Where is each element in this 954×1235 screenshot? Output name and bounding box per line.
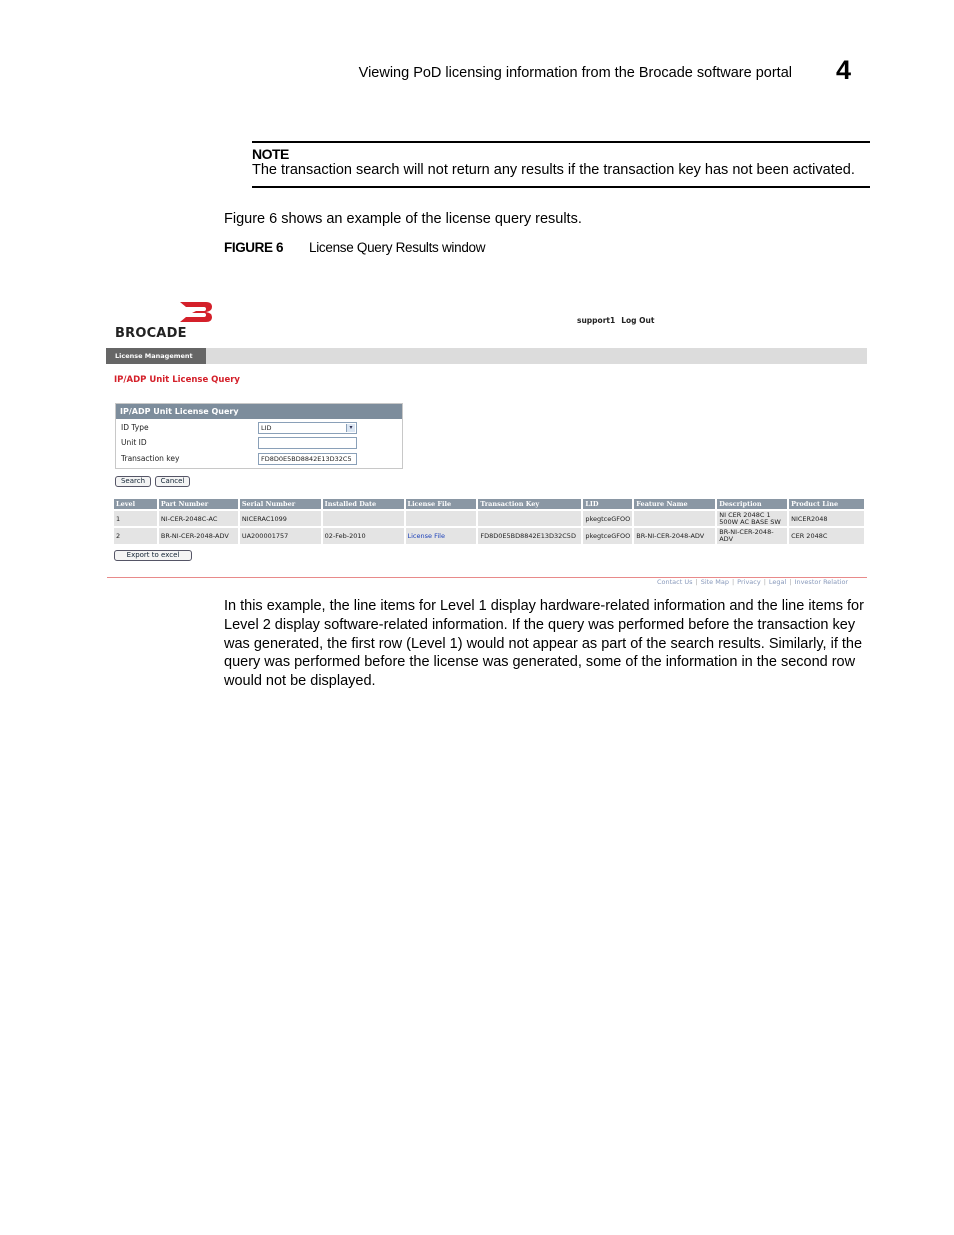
- chapter-number: 4: [836, 55, 852, 85]
- separator: |: [763, 578, 766, 586]
- body-paragraph: In this example, the line items for Level 1 display hardware-related information and the line items for Level 2 display software-related information. If the query was performed before the transaction key was generated, the first row (Level 1) would not appear as part of the search results. Similarly, if the query was performed before the license was generated, some of the information in the second row would not be displayed.: [224, 598, 864, 690]
- unit-id-input[interactable]: [258, 437, 357, 449]
- cell-part-number: BR-NI-CER-2048-ADV: [158, 527, 239, 544]
- footer-link-sitemap[interactable]: Site Map: [700, 578, 729, 586]
- results-table: [114, 499, 866, 544]
- unit-id-label: Unit ID: [121, 438, 147, 447]
- cell-product-line: CER 2048C: [788, 527, 865, 544]
- id-type-select[interactable]: [258, 422, 357, 434]
- cell-transaction-key: [477, 510, 582, 527]
- separator: |: [695, 578, 698, 586]
- cell-installed-date: 02-Feb-2010: [322, 527, 405, 544]
- column-header: Installed Date: [322, 499, 405, 510]
- chevron-down-icon: ▾: [346, 424, 355, 432]
- note-label: NOTE: [252, 146, 289, 162]
- column-header: Feature Name: [633, 499, 716, 510]
- cell-lid: pkegtceGFOO: [582, 527, 633, 544]
- table-header-row: [114, 499, 865, 510]
- cell-product-line: NICER2048: [788, 510, 865, 527]
- column-header: Level: [114, 499, 158, 510]
- separator: |: [731, 578, 735, 586]
- separator: |: [789, 578, 792, 586]
- cell-serial-number: UA200001757: [239, 527, 322, 544]
- column-header: Part Number: [158, 499, 239, 510]
- cell-license-file: [405, 527, 478, 544]
- transaction-key-label: Transaction key: [121, 454, 180, 463]
- table-row: [114, 510, 865, 527]
- export-excel-button[interactable]: Export to excel: [114, 550, 192, 561]
- figure-caption: License Query Results window: [309, 240, 486, 255]
- cell-level: 1: [114, 510, 158, 527]
- cell-transaction-key: FD8D0E5BD8842E13D32C5D: [477, 527, 582, 544]
- id-type-value: LID: [261, 424, 272, 432]
- column-header: Transaction Key: [477, 499, 582, 510]
- cell-feature-name: [633, 510, 716, 527]
- form-heading: IP/ADP Unit License Query: [116, 404, 402, 419]
- cell-description: BR-NI-CER-2048-ADV: [716, 527, 788, 544]
- footer-link-contact[interactable]: Contact Us: [657, 578, 693, 586]
- user-link[interactable]: support1: [577, 316, 616, 325]
- cell-part-number: NI-CER-2048C-AC: [158, 510, 239, 527]
- search-button[interactable]: Search: [115, 476, 151, 487]
- footer-link-privacy[interactable]: Privacy: [737, 578, 761, 586]
- figure-label: FIGURE 6: [224, 240, 284, 255]
- page-title: IP/ADP Unit License Query: [114, 375, 240, 385]
- column-header: Serial Number: [239, 499, 322, 510]
- running-header-title: Viewing PoD licensing information from the Brocade software portal: [358, 65, 792, 81]
- column-header: Description: [716, 499, 788, 510]
- column-header: LID: [582, 499, 633, 510]
- cancel-button[interactable]: Cancel: [155, 476, 190, 487]
- note-text: The transaction search will not return any results if the transaction key has not been activated.: [252, 162, 855, 178]
- footer-links: [657, 578, 848, 586]
- id-type-label: ID Type: [121, 423, 149, 432]
- brocade-logo-text: BROCADE: [115, 326, 187, 341]
- intro-text: Figure 6 shows an example of the license query results.: [224, 211, 582, 227]
- cell-license-file: [405, 510, 478, 527]
- brocade-logo-icon: [178, 300, 214, 324]
- nav-bar: [106, 348, 867, 364]
- table-row: [114, 527, 865, 544]
- cell-installed-date: [322, 510, 405, 527]
- license-file-link[interactable]: License File: [407, 532, 445, 540]
- column-header: Product Line: [788, 499, 865, 510]
- cell-level: 2: [114, 527, 158, 544]
- cell-feature-name: BR-NI-CER-2048-ADV: [633, 527, 716, 544]
- tab-license-management[interactable]: License Management: [106, 348, 206, 364]
- cell-lid: pkegtceGFOO: [582, 510, 633, 527]
- footer-link-legal[interactable]: Legal: [768, 578, 787, 586]
- cell-serial-number: NICERAC1099: [239, 510, 322, 527]
- logout-link[interactable]: Log Out: [621, 316, 655, 325]
- footer-link-investor[interactable]: Investor Relatior: [794, 578, 849, 586]
- transaction-key-input[interactable]: FD8D0E5BD8842E13D32C5: [258, 453, 357, 465]
- column-header: License File: [405, 499, 478, 510]
- cell-description: NI CER 2048C 1 500W AC BASE SW: [716, 510, 788, 527]
- user-links: [577, 316, 660, 325]
